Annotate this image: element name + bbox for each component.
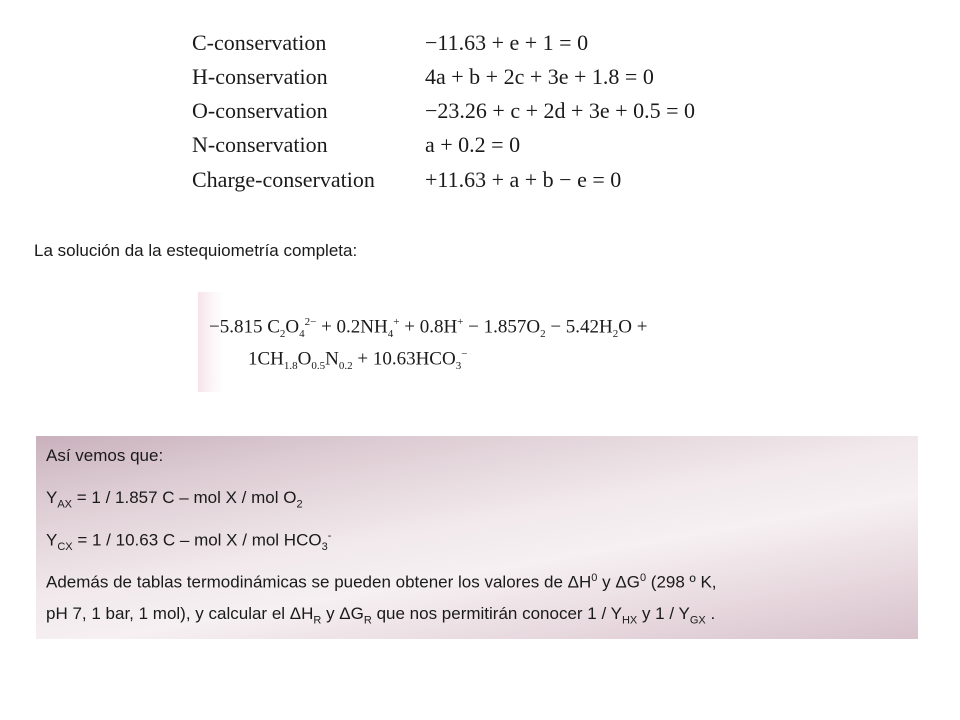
paragraph-superscript: 0 [591,572,598,584]
yield-text: = 1 / 1.857 C – mol X / mol O [72,488,297,507]
reaction-superscript: + [393,316,400,328]
paragraph-subscript: R [313,614,322,627]
reaction-superscript: 2− [304,316,317,328]
yield-symbol: Y [46,530,58,550]
conservation-equations-table [192,30,712,200]
yield-ycx [46,530,331,553]
yield-yax [46,488,303,510]
conservation-row [192,132,712,166]
reaction-term: − 1.857O [463,316,541,338]
paragraph-text: y ΔG [597,572,640,592]
reaction-subscript: 0.2 [338,360,353,373]
yield-subscript: 3 [321,541,328,554]
conservation-row [192,98,712,132]
reaction-line-1 [209,316,647,340]
conservation-label: N-conservation [192,132,328,157]
reaction-term: + 10.63HCO [352,348,456,370]
paragraph-subscript: R [363,614,372,627]
reaction-subscript: 2 [612,328,619,341]
paragraph-text: pH 7, 1 bar, 1 mol), y calcular el ΔH [46,604,314,623]
conservation-equation: 4a + b + 2c + 3e + 1.8 = 0 [425,64,654,89]
paragraph-subscript: GX [689,614,706,627]
reaction-term: 1CH [248,348,284,370]
conservation-equation: −23.26 + c + 2d + 3e + 0.5 = 0 [425,98,695,123]
reaction-term: − 5.42H [545,316,613,338]
reaction-subscript: 4 [387,328,394,341]
paragraph-text: y ΔG [321,604,364,623]
thermo-paragraph-line-2 [46,604,715,626]
thermo-paragraph-line-1 [46,572,717,593]
reaction-subscript: 3 [455,360,462,373]
yield-subscript: AX [57,498,73,511]
yield-text: = 1 / 10.63 C – mol X / mol HCO [72,530,322,550]
reaction-term: N [325,348,339,370]
reaction-superscript: − [461,348,468,360]
summary-heading: Así vemos que: [46,446,164,465]
reaction-subscript: 2 [540,328,546,341]
stoichiometry-equation [198,292,700,392]
yield-subscript: 2 [296,498,303,511]
reaction-subscript: 2 [279,328,286,341]
paragraph-text: que nos permitirán conocer 1 / Y [371,604,622,623]
conservation-label: C-conservation [192,30,327,55]
reaction-subscript: 1.8 [283,360,298,373]
conservation-equation: −11.63 + e + 1 = 0 [425,30,589,55]
paragraph-superscript: 0 [639,572,647,584]
reaction-subscript: 4 [299,328,305,341]
reaction-term: O [297,348,312,370]
paragraph-text: . [705,604,716,623]
conservation-equation: +11.63 + a + b − e = 0 [425,167,622,192]
reaction-line-2 [248,348,467,372]
summary-box [36,436,918,639]
yield-symbol: Y [46,488,58,507]
paragraph-subscript: HX [621,614,638,627]
paragraph-text: y 1 / Y [637,604,690,623]
conservation-equation: a + 0.2 = 0 [425,132,521,157]
conservation-label: Charge-conservation [192,167,375,192]
conservation-row [192,167,712,201]
conservation-label: H-conservation [192,64,328,89]
conservation-row [192,64,712,98]
paragraph-text: (298 º K, [646,572,717,592]
reaction-term: O [285,316,300,338]
reaction-subscript: 0.5 [311,360,326,373]
intro-text: La solución da la estequiometría completa: [34,241,358,260]
reaction-term: −5.815 C [209,316,280,338]
reaction-superscript: + [457,316,464,328]
reaction-term: O + [618,316,648,338]
yield-subscript: CX [57,541,73,554]
reaction-term: + 0.8H [399,316,458,338]
reaction-term: + 0.2NH [316,316,388,338]
paragraph-text: Además de tablas termodinámicas se pueden obtener los valores de ΔH [46,572,592,592]
conservation-row [192,30,712,64]
conservation-label: O-conservation [192,98,328,123]
yield-superscript: - [327,530,332,542]
